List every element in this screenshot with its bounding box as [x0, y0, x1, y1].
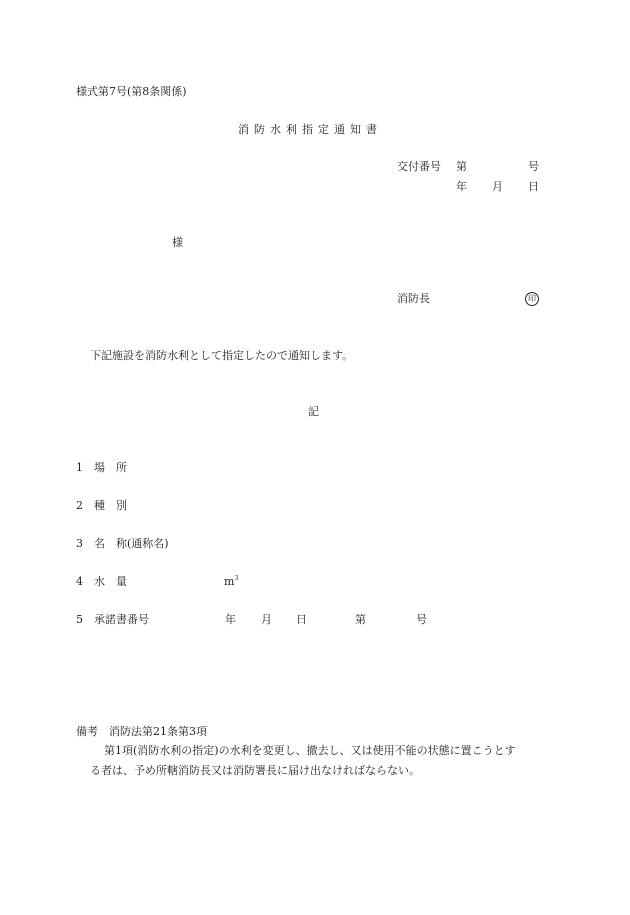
consent-day: 日 [296, 613, 307, 626]
document-title: 消防水利指定通知書 [238, 123, 382, 136]
issue-go: 号 [528, 160, 539, 173]
item-number: 4 [76, 575, 83, 588]
ki-heading: 記 [308, 405, 319, 418]
issue-year: 年 [456, 180, 467, 193]
item-label: 名 称(通称名) [94, 537, 169, 550]
item-label: 承諾書番号 [94, 613, 149, 626]
issuer-label: 消防長 [397, 292, 430, 305]
consent-year: 年 [225, 613, 236, 626]
consent-dai: 第 [355, 613, 366, 626]
water-volume-unit [224, 575, 238, 589]
form-number-label: 様式第7号(第8条関係) [76, 85, 187, 98]
unit-text: m [224, 575, 235, 588]
item-label: 種 別 [94, 499, 127, 512]
remarks-line-1: 第1項(消防水利の指定)の水利を変更し、撤去し、又は使用不能の状態に置こうとす [104, 744, 516, 757]
unit-superscript: 3 [234, 575, 239, 582]
item-number: 5 [76, 613, 83, 626]
issue-number-label: 交付番号 [397, 160, 441, 173]
consent-go: 号 [416, 613, 427, 626]
issue-month: 月 [492, 180, 503, 193]
remarks-line-2: る者は、予め所轄消防長又は消防署長に届け出なければならない。 [90, 764, 420, 777]
seal-mark: 印 [525, 292, 539, 306]
addressee-suffix: 様 [172, 236, 183, 249]
item-label: 水 量 [94, 575, 127, 588]
remarks-heading: 備考 消防法第21条第3項 [76, 725, 207, 738]
item-label: 場 所 [94, 461, 127, 474]
consent-month: 月 [261, 613, 272, 626]
item-number: 1 [76, 461, 83, 474]
body-text: 下記施設を消防水利として指定したので通知します。 [90, 349, 354, 362]
item-number: 2 [76, 499, 83, 512]
issue-day: 日 [528, 180, 539, 193]
issue-dai: 第 [456, 160, 467, 173]
item-number: 3 [76, 537, 83, 550]
